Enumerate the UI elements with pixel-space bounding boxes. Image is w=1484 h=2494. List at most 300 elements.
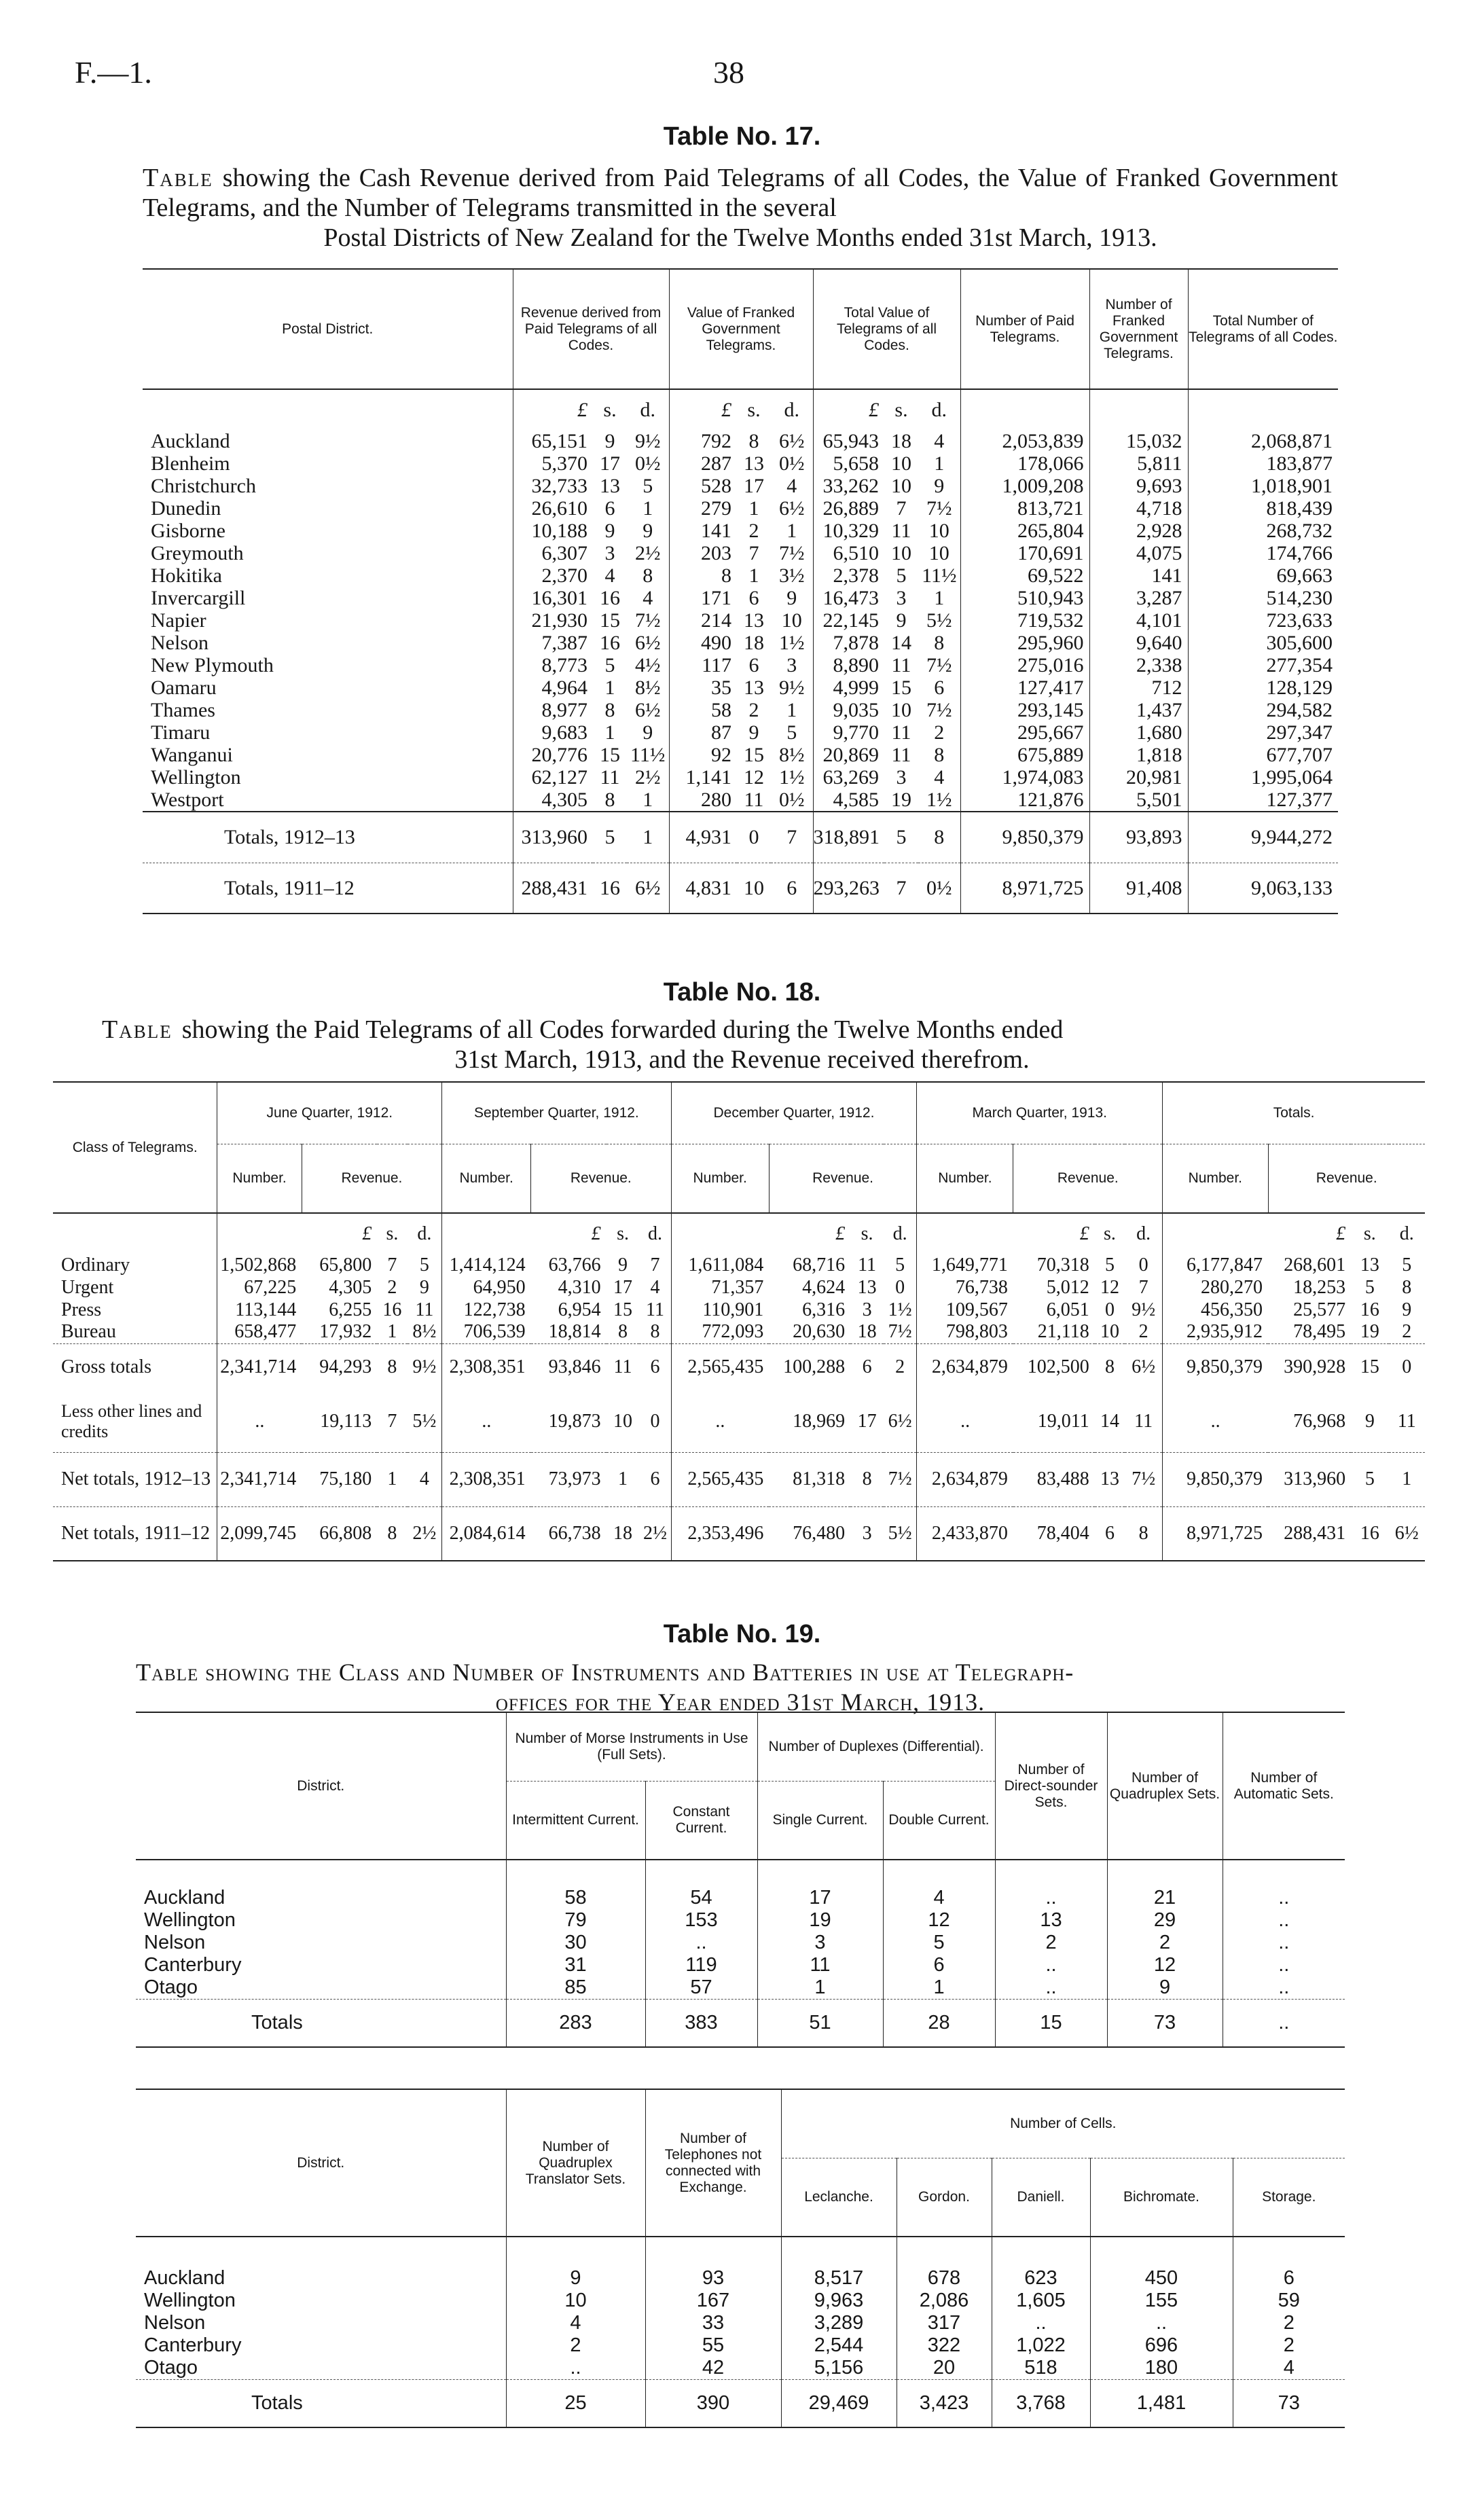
cell-shillings: 5 xyxy=(1364,1276,1375,1298)
cell-pounds: 6,255 xyxy=(329,1299,372,1320)
cell-paid: 9,850,379 xyxy=(960,812,1089,863)
cell-direct: 2 xyxy=(995,1932,1107,1954)
cell-bichromate: 696 xyxy=(1090,2334,1233,2357)
cell-shillings: 2 xyxy=(387,1276,397,1298)
district-name: Nelson xyxy=(151,632,209,654)
cell-tot_s: 7 xyxy=(896,876,907,899)
caption-last-line: Postal Districts of New Zealand for the Twelve Months ended 31st March, 1913. xyxy=(323,223,1157,252)
cell-pounds: 313,960 xyxy=(1284,1468,1346,1489)
cell-intermittent: 79 xyxy=(506,1909,645,1932)
table-row xyxy=(136,2334,1345,2357)
cell-shillings: 11 xyxy=(858,1254,877,1276)
cell-rev_s: 5 xyxy=(604,826,615,849)
cell-total: 514,230 xyxy=(1188,587,1338,609)
cell-single: 19 xyxy=(757,1909,883,1932)
cell-daniell: 1,605 xyxy=(992,2290,1090,2312)
cell-tot_d: 6 xyxy=(934,676,945,699)
cell-tot_d: 5½ xyxy=(926,609,952,632)
cell-tot_s: 11 xyxy=(891,721,911,744)
cell-frk_s: 15 xyxy=(744,744,764,766)
cell-number: 67,225 xyxy=(217,1276,302,1299)
table-row xyxy=(53,1299,1425,1321)
totals-row xyxy=(143,863,1338,914)
cell-paid: 8,971,725 xyxy=(960,863,1089,914)
district-name: Westport xyxy=(151,789,224,811)
table-row xyxy=(143,497,1338,520)
cell-number: 2,084,614 xyxy=(442,1506,531,1561)
cell-shillings: 1 xyxy=(618,1468,628,1489)
cell-shillings: 13 xyxy=(1360,1254,1379,1276)
cell-pounds: 25,577 xyxy=(1293,1299,1346,1320)
unit-shilling: s. xyxy=(386,1223,399,1244)
cell-franked: 9,640 xyxy=(1089,632,1188,654)
cell-frk: 92 xyxy=(669,744,737,766)
cell-tot: 33,262 xyxy=(813,475,884,497)
cell-pence: 7½ xyxy=(888,1468,912,1489)
table18-caption xyxy=(102,1015,1382,1074)
cell-tot: 26,889 xyxy=(813,497,884,520)
cell-direct: 15 xyxy=(995,2000,1107,2047)
cell-frk_d: 3 xyxy=(786,654,797,676)
col-paid-telegrams: Number of Paid Telegrams. xyxy=(960,269,1089,389)
cell-frk: 4,831 xyxy=(669,863,737,914)
cell-bichromate: 155 xyxy=(1090,2290,1233,2312)
cell-bichromate: .. xyxy=(1090,2312,1233,2334)
cell-pence: 9 xyxy=(1402,1299,1412,1320)
page-header-ref: F.—1. xyxy=(75,55,152,90)
cell-tot: 16,473 xyxy=(813,587,884,609)
cell-total: 277,354 xyxy=(1188,654,1338,676)
totals-label: Totals, 1912–13 xyxy=(224,826,355,849)
cell-tot_s: 5 xyxy=(896,826,907,849)
col-single: Single Current. xyxy=(757,1782,883,1860)
table-row xyxy=(136,1887,1345,1909)
cell-paid: 675,889 xyxy=(960,744,1089,766)
cell-tot_s: 3 xyxy=(896,587,907,609)
cell-daniell: 623 xyxy=(992,2267,1090,2290)
cell-rev_s: 15 xyxy=(600,744,620,766)
cell-rev_d: 6½ xyxy=(635,632,661,654)
cell-tot_s: 10 xyxy=(891,699,911,721)
cell-paid: 127,417 xyxy=(960,676,1089,699)
cell-rev_s: 5 xyxy=(604,654,615,676)
cell-rev_d: 9 xyxy=(643,721,653,744)
table18-title: Table No. 18. xyxy=(663,978,821,1007)
cell-tot_d: 7½ xyxy=(926,654,952,676)
cell-shillings: 12 xyxy=(1100,1276,1119,1298)
cell-pounds: 81,318 xyxy=(793,1468,846,1489)
cell-translator: 25 xyxy=(506,2380,645,2427)
table-row xyxy=(143,475,1338,497)
col-postal-district: Postal District. xyxy=(282,321,374,337)
cell-rev_d: 7½ xyxy=(635,609,661,632)
cell-pounds: 70,318 xyxy=(1036,1254,1089,1276)
cell-daniell: 518 xyxy=(992,2357,1090,2380)
cell-pence: 5 xyxy=(1402,1254,1412,1276)
cell-franked: 2,338 xyxy=(1089,654,1188,676)
col-intermittent: Intermittent Current. xyxy=(506,1782,645,1860)
cell-number: 706,539 xyxy=(442,1321,531,1343)
cell-leclanche: 3,289 xyxy=(781,2312,897,2334)
spacer xyxy=(781,2237,897,2267)
col-daniell: Daniell. xyxy=(992,2158,1090,2237)
cell-constant: 57 xyxy=(645,1976,757,2000)
table17-body xyxy=(143,389,1338,914)
cell-pounds: 19,113 xyxy=(320,1410,372,1432)
cell-rev_s: 15 xyxy=(600,609,620,632)
cell-pence: 11 xyxy=(646,1299,664,1320)
cell-frk_d: 7½ xyxy=(779,542,805,564)
cell-automatic: .. xyxy=(1223,1887,1345,1909)
cell-pence: 8 xyxy=(1402,1276,1412,1298)
cell-rev_d: 6½ xyxy=(635,876,661,899)
unit-pence: d. xyxy=(640,398,655,421)
table-row xyxy=(143,520,1338,542)
sub-number: Number. xyxy=(671,1144,769,1214)
col-revenue: Revenue derived from Paid Telegrams of all Codes. xyxy=(513,269,669,389)
cell-rev: 32,733 xyxy=(513,475,593,497)
cell-quadruplex: 2 xyxy=(1107,1932,1223,1954)
cell-pence: 9 xyxy=(419,1276,429,1298)
cell-single: 1 xyxy=(757,1976,883,2000)
cell-rev_s: 8 xyxy=(604,789,615,811)
cell-rev: 21,930 xyxy=(513,609,593,632)
table-row xyxy=(136,1954,1345,1976)
cell-tot_d: 7½ xyxy=(926,497,952,520)
unit-pence: d. xyxy=(892,1223,907,1244)
cell-rev_d: 1 xyxy=(643,497,653,520)
cell-pounds: 17,932 xyxy=(319,1321,372,1343)
cell-number: 2,433,870 xyxy=(917,1506,1013,1561)
cell-rev: 26,610 xyxy=(513,497,593,520)
cell-intermittent: 283 xyxy=(506,2000,645,2047)
cell-frk: 87 xyxy=(669,721,737,744)
spacer xyxy=(1233,2237,1345,2267)
cell-gordon: 2,086 xyxy=(897,2290,992,2312)
spacer xyxy=(506,1860,645,1887)
cell-telephones: 42 xyxy=(645,2357,781,2380)
cell-tot_d: 2 xyxy=(934,721,945,744)
table-row xyxy=(143,609,1338,632)
cell-frk_s: 6 xyxy=(748,587,759,609)
cell-pounds: 65,800 xyxy=(319,1254,372,1276)
cell-pence: 1 xyxy=(1402,1468,1412,1489)
cell-constant: 119 xyxy=(645,1954,757,1976)
district-name: Wellington xyxy=(144,1909,236,1931)
cell-number: 2,308,351 xyxy=(442,1452,531,1506)
cell-constant: 383 xyxy=(645,2000,757,2047)
cell-double: 4 xyxy=(883,1887,995,1909)
caption-last-line: offices for the Year ended 31st March, 1913. xyxy=(495,1688,985,1716)
table-row xyxy=(143,654,1338,676)
cell-double: 6 xyxy=(883,1954,995,1976)
cell-frk_s: 8 xyxy=(748,430,759,452)
unit-pence: d. xyxy=(1399,1223,1414,1244)
cell-shillings: 7 xyxy=(387,1254,397,1276)
spacer xyxy=(897,2237,992,2267)
cell-number: 6,177,847 xyxy=(1163,1254,1268,1276)
cell-frk_d: 1½ xyxy=(779,766,805,789)
cell-frk_d: 1 xyxy=(786,520,797,542)
cell-gordon: 678 xyxy=(897,2267,992,2290)
cell-shillings: 19 xyxy=(1360,1321,1379,1343)
cell-leclanche: 9,963 xyxy=(781,2290,897,2312)
cell-storage: 2 xyxy=(1233,2312,1345,2334)
cell-shillings: 8 xyxy=(1104,1356,1115,1378)
cell-frk_d: 0½ xyxy=(779,789,805,811)
cell-rev: 6,307 xyxy=(513,542,593,564)
cell-frk_d: 6 xyxy=(786,876,797,899)
unit-pence: d. xyxy=(784,398,799,421)
cell-frk: 287 xyxy=(669,452,737,475)
cell-pounds: 6,051 xyxy=(1046,1299,1089,1320)
spacer xyxy=(917,1213,1013,1254)
totals-label: Totals xyxy=(251,2391,303,2414)
cell-shillings: 11 xyxy=(613,1356,632,1378)
cell-single: 3 xyxy=(757,1932,883,1954)
cell-tot: 4,585 xyxy=(813,789,884,812)
spacer-row xyxy=(136,1860,1345,1887)
cell-paid: 69,522 xyxy=(960,564,1089,587)
cell-frk_d: 6½ xyxy=(779,430,805,452)
cell-frk_d: 3½ xyxy=(779,564,805,587)
cell-pence: 1½ xyxy=(888,1299,912,1320)
cell-frk_s: 10 xyxy=(744,876,764,899)
district-name: Canterbury xyxy=(144,2334,242,2356)
col-franked-value: Value of Franked Government Telegrams. xyxy=(669,269,813,389)
table-row xyxy=(143,676,1338,699)
cell-paid: 2,053,839 xyxy=(960,430,1089,452)
cell-pence: 6 xyxy=(650,1356,660,1378)
cell-number: 2,935,912 xyxy=(1163,1321,1268,1343)
cell-tot_d: 10 xyxy=(928,520,949,542)
table-row xyxy=(143,632,1338,654)
cell-frk_s: 0 xyxy=(748,826,759,849)
cell-tot: 20,869 xyxy=(813,744,884,766)
cell-shillings: 17 xyxy=(613,1276,633,1298)
cell-pence: 7 xyxy=(1138,1276,1148,1298)
cell-telephones: 167 xyxy=(645,2290,781,2312)
cell-number: 122,738 xyxy=(442,1299,531,1321)
table17 xyxy=(143,268,1338,914)
unit-pence: d. xyxy=(417,1223,432,1244)
cell-rev_s: 17 xyxy=(600,452,620,475)
cell-frk_s: 9 xyxy=(748,721,759,744)
cell-frk: 58 xyxy=(669,699,737,721)
cell-number: 109,567 xyxy=(917,1299,1013,1321)
cell-direct: .. xyxy=(995,1887,1107,1909)
cell-pounds: 73,973 xyxy=(548,1468,601,1489)
totals-row xyxy=(136,2000,1345,2047)
cell-frk: 4,931 xyxy=(669,812,737,863)
cell-pounds: 18,969 xyxy=(793,1410,846,1432)
cell-shillings: 9 xyxy=(1364,1410,1375,1432)
col-march-quarter: March Quarter, 1913. xyxy=(917,1082,1163,1144)
spacer xyxy=(1090,2237,1233,2267)
table-row xyxy=(143,721,1338,744)
cell-translator: 10 xyxy=(506,2290,645,2312)
cell-number: 8,971,725 xyxy=(1163,1506,1268,1561)
cell-paid: 170,691 xyxy=(960,542,1089,564)
spacer xyxy=(992,2237,1090,2267)
cell-rev: 4,964 xyxy=(513,676,593,699)
cell-telephones: 33 xyxy=(645,2312,781,2334)
table-row xyxy=(53,1321,1425,1343)
cell-translator: 9 xyxy=(506,2267,645,2290)
cell-quadruplex: 21 xyxy=(1107,1887,1223,1909)
cell-pounds: 66,808 xyxy=(319,1522,372,1544)
cell-rev_s: 16 xyxy=(600,876,620,899)
cell-frk_s: 6 xyxy=(748,654,759,676)
cell-tot_s: 9 xyxy=(896,609,907,632)
cell-double: 5 xyxy=(883,1932,995,1954)
col-total-value: Total Value of Telegrams of all Codes. xyxy=(813,269,960,389)
col-leclanche: Leclanche. xyxy=(781,2158,897,2237)
cell-constant: 54 xyxy=(645,1887,757,1909)
table-row xyxy=(136,1909,1345,1932)
cell-double: 28 xyxy=(883,2000,995,2047)
cell-storage: 59 xyxy=(1233,2290,1345,2312)
district-name: Auckland xyxy=(151,430,230,452)
spacer xyxy=(645,2237,781,2267)
cell-direct: .. xyxy=(995,1976,1107,2000)
cell-pounds: 4,310 xyxy=(558,1276,601,1298)
col-june-quarter: June Quarter, 1912. xyxy=(217,1082,442,1144)
cell-tot: 293,263 xyxy=(813,863,884,914)
cell-quadruplex: 12 xyxy=(1107,1954,1223,1976)
cell-pounds: 63,766 xyxy=(548,1254,601,1276)
cell-pence: 9½ xyxy=(412,1356,437,1378)
cell-quadruplex: 9 xyxy=(1107,1976,1223,2000)
cell-bichromate: 180 xyxy=(1090,2357,1233,2380)
cell-shillings: 7 xyxy=(387,1410,397,1432)
class-label: Bureau xyxy=(61,1321,116,1343)
cell-pence: 0 xyxy=(1138,1254,1148,1276)
table-row xyxy=(136,2357,1345,2380)
cell-telephones: 390 xyxy=(645,2380,781,2427)
cell-frk: 528 xyxy=(669,475,737,497)
cell-frk: 792 xyxy=(669,430,737,452)
cell-telephones: 55 xyxy=(645,2334,781,2357)
cell-franked: 9,693 xyxy=(1089,475,1188,497)
cell-franked: 4,101 xyxy=(1089,609,1188,632)
cell-rev_s: 9 xyxy=(604,520,615,542)
cell-tot_d: 11½ xyxy=(922,564,957,587)
table-row xyxy=(53,1506,1425,1561)
table19-cells-body xyxy=(136,2237,1345,2427)
cell-rev: 65,151 xyxy=(513,430,593,452)
spacer xyxy=(645,1860,757,1887)
unit-shilling: s. xyxy=(1363,1223,1376,1244)
sub-number: Number. xyxy=(217,1144,302,1214)
cell-pounds: 19,873 xyxy=(548,1410,601,1432)
cell-tot_d: 9 xyxy=(934,475,945,497)
cell-franked: 93,893 xyxy=(1089,812,1188,863)
cell-single: 17 xyxy=(757,1887,883,1909)
cell-pounds: 83,488 xyxy=(1036,1468,1089,1489)
cell-frk_s: 2 xyxy=(748,699,759,721)
caption-text: Table showing the Class and Number of Instruments and Batteries in use at Telegraph- xyxy=(136,1659,1074,1686)
cell-total: 128,129 xyxy=(1188,676,1338,699)
cell-pence: 4 xyxy=(419,1468,429,1489)
cell-leclanche: 2,544 xyxy=(781,2334,897,2357)
cell-rev_s: 13 xyxy=(600,475,620,497)
cell-leclanche: 29,469 xyxy=(781,2380,897,2427)
district-name: New Plymouth xyxy=(151,654,274,676)
district-name: Wellington xyxy=(151,766,241,789)
cell-total: 69,663 xyxy=(1188,564,1338,587)
district-name: Nelson xyxy=(144,2312,206,2334)
cell-rev: 4,305 xyxy=(513,789,593,812)
cell-tot: 9,035 xyxy=(813,699,884,721)
table19-instruments xyxy=(136,1712,1345,2048)
cell-automatic: .. xyxy=(1223,1954,1345,1976)
cell-shillings: 5 xyxy=(1104,1254,1115,1276)
col-franked-telegrams: Number of Franked Government Telegrams. xyxy=(1089,269,1188,389)
cell-quadruplex: 73 xyxy=(1107,2000,1223,2047)
cell-intermittent: 31 xyxy=(506,1954,645,1976)
totals-row xyxy=(143,812,1338,863)
cell-franked: 712 xyxy=(1089,676,1188,699)
spacer xyxy=(995,1860,1107,1887)
cell-frk: 279 xyxy=(669,497,737,520)
cell-bichromate: 450 xyxy=(1090,2267,1233,2290)
cell-single: 11 xyxy=(757,1954,883,1976)
cell-pounds: 6,954 xyxy=(558,1299,601,1320)
caption-last-line: 31st March, 1913, and the Revenue received therefrom. xyxy=(454,1045,1030,1074)
cell-tot: 10,329 xyxy=(813,520,884,542)
cell-pounds: 288,431 xyxy=(1284,1522,1346,1544)
cell-automatic: .. xyxy=(1223,1909,1345,1932)
cell-frk_s: 13 xyxy=(744,452,764,475)
cell-tot: 7,878 xyxy=(813,632,884,654)
cell-intermittent: 58 xyxy=(506,1887,645,1909)
cell-storage: 4 xyxy=(1233,2357,1345,2380)
cell-quadruplex: 29 xyxy=(1107,1909,1223,1932)
cell-paid: 1,974,083 xyxy=(960,766,1089,789)
cell-pounds: 6,316 xyxy=(802,1299,846,1320)
cell-pounds: 93,846 xyxy=(548,1356,601,1378)
cell-tot: 4,999 xyxy=(813,676,884,699)
cell-tot_s: 14 xyxy=(891,632,911,654)
cell-number: 76,738 xyxy=(917,1276,1013,1299)
cell-shillings: 15 xyxy=(613,1299,633,1320)
col-district: District. xyxy=(297,2154,345,2171)
district-name: Gisborne xyxy=(151,520,225,542)
cell-pence: 9½ xyxy=(1132,1299,1156,1320)
cell-automatic: .. xyxy=(1223,2000,1345,2047)
cell-pence: 0 xyxy=(1402,1356,1412,1378)
table19-cells xyxy=(136,2089,1345,2428)
cell-rev: 288,431 xyxy=(513,863,593,914)
cell-tot: 2,378 xyxy=(813,564,884,587)
spacer xyxy=(136,1860,506,1887)
col-double: Double Current. xyxy=(883,1782,995,1860)
cell-shillings: 14 xyxy=(1100,1410,1119,1432)
cell-franked: 3,287 xyxy=(1089,587,1188,609)
cell-number: 456,350 xyxy=(1163,1299,1268,1321)
cell-rev_s: 11 xyxy=(600,766,620,789)
cell-rev_s: 6 xyxy=(604,497,615,520)
district-name: Greymouth xyxy=(151,542,244,564)
cell-automatic: .. xyxy=(1223,1932,1345,1954)
cell-frk_s: 7 xyxy=(748,542,759,564)
cell-franked: 20,981 xyxy=(1089,766,1188,789)
sub-number: Number. xyxy=(917,1144,1013,1214)
spacer-row xyxy=(136,2237,1345,2267)
unit-pound: £ xyxy=(1336,1223,1346,1244)
cell-pounds: 21,118 xyxy=(1037,1321,1089,1343)
